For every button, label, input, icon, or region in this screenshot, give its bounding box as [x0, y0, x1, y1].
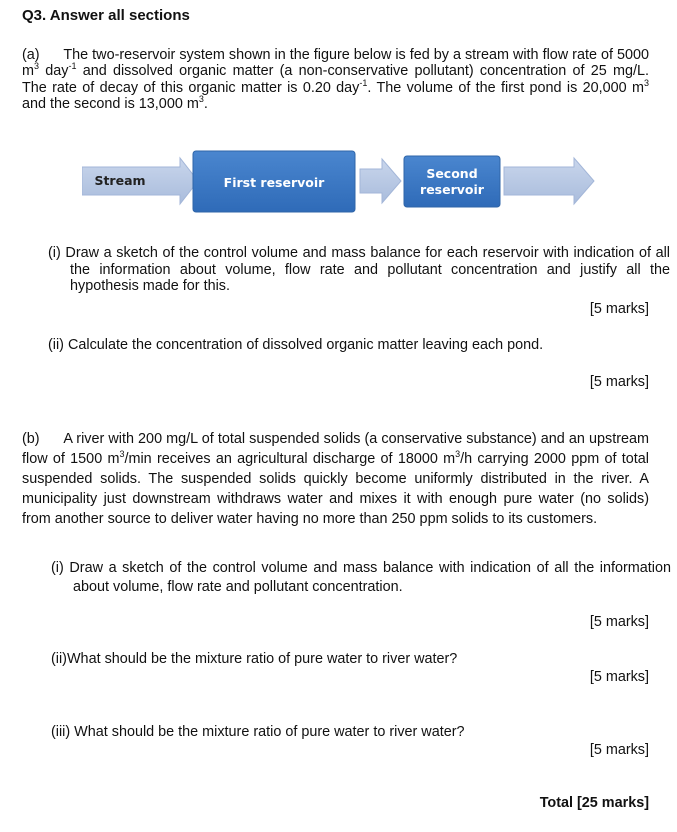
part-b-label: (b): [22, 431, 40, 447]
second-reservoir-label-line2: reservoir: [420, 182, 484, 197]
part-b-question-iii: (iii) What should be the mixture ratio of pure water to river water?: [51, 724, 465, 740]
part-b-question-i-marks: [5 marks]: [589, 614, 649, 630]
part-b-question-ii: (ii)What should be the mixture ratio of pure water to river water?: [51, 651, 458, 667]
part-a-question-i: (i) Draw a sketch of the control volume and mass balance for each reservoir with indication of all the information about volume, flow rate and pollutant concentration and justify all the hypothesis made for this.: [48, 245, 670, 295]
part-a-question-ii-marks: [5 marks]: [589, 374, 649, 390]
part-a-label: (a): [22, 47, 40, 63]
part-b-question-ii-marks: [5 marks]: [589, 669, 649, 685]
part-b-question-i: (i) Draw a sketch of the control volume and mass balance with indication of all the information about volume, flow rate and pollutant concentration.: [51, 560, 671, 595]
part-b-question-iii-marks: [5 marks]: [589, 742, 649, 758]
question-title: Q3. Answer all sections: [22, 7, 190, 24]
reservoir-diagram: [82, 150, 602, 216]
outlet-arrow: [504, 158, 594, 204]
total-marks: Total [25 marks]: [539, 795, 649, 811]
part-a-intro: (a) The two-reservoir system shown in the figure below is fed by a stream with flow rate of 5000 $m^3$ day$^{-1}$ and dissolved organic matter (a non-conservative pollutant) concentration of 25 mg/L. The rate of decay of this organic matter is 0.20 day$^{-1}$. The volume of the first pond is 20,000 $m^3$ and the second is 13,000 $m^3$.: [22, 47, 649, 113]
first-reservoir-label: First reservoir: [223, 175, 325, 190]
part-a-question-i-marks: [5 marks]: [589, 301, 649, 317]
second-reservoir-label-line1: Second: [426, 166, 478, 181]
connector-arrow: [360, 159, 401, 203]
part-b-intro: (b) A river with 200 mg/L of total suspended solids (a conservative substance) and an upstream flow of 1500 $m^3/\min$ receives an agricultural discharge of 18000 $m^3/h$ carrying 2000 ppm of total suspended solids. The suspended solids quickly become uniformly distributed in the river. A municipality just downstream withdraws water and mixes it with enough pure water (no solids) from another source to deliver water having no more than 250 ppm solids to its customers.: [22, 431, 649, 527]
stream-label: Stream: [94, 173, 146, 188]
part-a-question-ii: (ii) Calculate the concentration of dissolved organic matter leaving each pond.: [48, 337, 544, 353]
